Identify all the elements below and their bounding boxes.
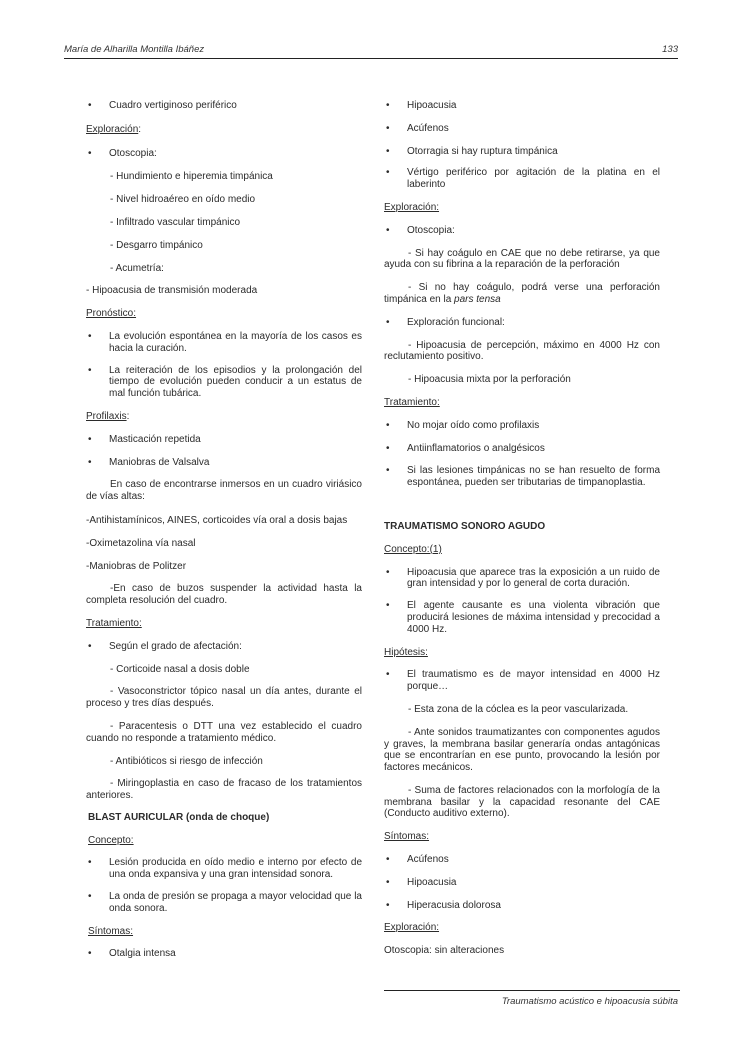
bullet-item: • La evolución espontánea en la mayoría de los casos es hacia la curación. — [86, 331, 362, 355]
paragraph: - Hipoacusia de percepción, máximo en 4000 Hz con reclutamiento positivo. — [384, 339, 660, 363]
paragraph: - Ante sonidos traumatizantes con componentes agudos y graves, la membrana basilar generaría ondas antagónicas que se encontrarían en ese punto, provocando la lesión por factores mecánicos. — [384, 726, 660, 774]
text-line: -Antihistamínicos, AINES, corticoides vía oral a dosis bajas — [86, 514, 348, 526]
bullet-item: • Otalgia intensa — [86, 948, 362, 960]
italic-term: pars tensa — [454, 293, 501, 305]
paragraph: - Suma de factores relacionados con la morfología de la membrana basilar y la capacidad resonante del CAE (Conducto auditivo externo). — [384, 784, 660, 820]
paragraph: En caso de encontrarse inmersos en un cuadro viriásico de vías altas: — [86, 479, 362, 503]
paragraph: - Vasoconstrictor tópico nasal un día antes, durante el proceso y tres días después. — [86, 686, 362, 710]
section-heading-tratamiento: Tratamiento: — [384, 396, 440, 408]
footer-rule — [384, 990, 680, 991]
bullet-item: • Vértigo periférico por agitación de la platina en el laberinto — [384, 167, 660, 191]
bullet-item: • Otoscopia: — [384, 225, 660, 237]
bullet-item: • Si las lesiones timpánicas no se han resuelto de forma espontánea, pueden ser tributarias de timpanoplastia. — [384, 465, 660, 489]
left-column — [86, 100, 362, 960]
bullet-item: • Hiperacusia dolorosa — [384, 900, 660, 912]
bullet-item: • Maniobras de Valsalva — [86, 457, 362, 469]
bullet-item: • Otorragia si hay ruptura timpánica — [384, 146, 660, 158]
heading-colon: : — [126, 410, 130, 422]
bullet-item: • Acúfenos — [384, 123, 660, 135]
text-line: - Hipoacusia de transmisión moderada — [86, 285, 258, 297]
section-title-traumatismo: TRAUMATISMO SONORO AGUDO — [384, 520, 546, 532]
sub-item: - Esta zona de la cóclea es la peor vascularizada. — [408, 703, 629, 715]
text-line: -Maniobras de Politzer — [86, 560, 187, 572]
bullet-item: • Otoscopia: — [86, 148, 362, 160]
section-heading-concepto: Concepto:(1) — [384, 543, 442, 555]
sub-item: - Acumetría: — [110, 262, 164, 274]
heading-colon: : — [138, 123, 142, 135]
sub-item: - Hundimiento e hiperemia timpánica — [110, 171, 273, 183]
bullet-item: • Lesión producida en oído medio e interno por efecto de una onda expansiva y una gran intensidad sonora. — [86, 857, 362, 881]
text-line: Otoscopia: sin alteraciones — [384, 945, 505, 957]
sub-item: - Nivel hidroaéreo en oído medio — [110, 194, 256, 206]
sub-item: - Antibióticos si riesgo de infección — [110, 755, 263, 767]
paragraph: - Miringoplastia en caso de fracaso de los tratamientos anteriores. — [86, 778, 362, 802]
page-number: 133 — [662, 44, 678, 55]
running-header-author: María de Alharilla Montilla Ibáñez — [64, 44, 205, 55]
sub-item: - Infiltrado vascular timpánico — [110, 216, 241, 228]
bullet-item: • Hipoacusia — [384, 100, 660, 112]
bullet-item: • Hipoacusia — [384, 877, 660, 889]
section-heading-exploracion: Exploración: — [384, 922, 440, 934]
bullet-item: • Según el grado de afectación: — [86, 641, 362, 653]
bullet-item: • No mojar oído como profilaxis — [384, 420, 660, 432]
section-heading-exploracion: Exploración: — [384, 201, 440, 213]
section-heading-pronostico: Pronóstico: — [86, 308, 137, 320]
section-heading-sintomas: Síntomas: — [384, 831, 430, 843]
paragraph: - Si hay coágulo en CAE que no debe retirarse, ya que ayuda con su fibrina a la reparación de la perforación — [384, 247, 660, 271]
sub-item: - Hipoacusia mixta por la perforación — [408, 374, 571, 386]
bullet-item: • La reiteración de los episodios y la prolongación del tiempo de evolución pueden conducir a un estatus de mal función tubárica. — [86, 365, 362, 400]
heading-text: Profilaxis — [86, 410, 127, 422]
bullet-item: • Masticación repetida — [86, 434, 362, 446]
bullet-item: • Cuadro vertiginoso periférico — [86, 100, 362, 112]
sub-item: - Corticoide nasal a dosis doble — [110, 663, 250, 675]
bullet-item: • Antiinflamatorios o analgésicos — [384, 443, 660, 455]
bullet-item: • Exploración funcional: — [384, 317, 660, 329]
section-heading-concepto: Concepto: — [88, 834, 134, 846]
text-line: -Oximetazolina vía nasal — [86, 537, 196, 549]
section-heading-profilaxis — [86, 411, 362, 423]
header-rule — [64, 58, 678, 59]
section-heading-exploracion — [86, 124, 362, 136]
sub-item: - Desgarro timpánico — [110, 239, 203, 251]
bullet-item: • El traumatismo es de mayor intensidad en 4000 Hz porque… — [384, 669, 660, 693]
paragraph-text: - Si no hay coágulo, podrá verse una perforación timpánica en la — [384, 282, 660, 305]
running-footer-title: Traumatismo acústico e hipoacusia súbita — [501, 996, 678, 1007]
bullet-item: • El agente causante es una violenta vibración que producirá lesiones de máxima intensidad y precocidad a 4000 Hz. — [384, 600, 660, 635]
section-title-blast: BLAST AURICULAR (onda de choque) — [88, 811, 270, 823]
bullet-item: • Acúfenos — [384, 854, 660, 866]
section-heading-hipotesis: Hipótesis: — [384, 646, 428, 658]
paragraph — [384, 282, 660, 306]
right-column — [384, 100, 660, 957]
heading-text: Exploración — [86, 123, 139, 135]
bullet-item: • La onda de presión se propaga a mayor velocidad que la onda sonora. — [86, 891, 362, 915]
bullet-item: • Hipoacusia que aparece tras la exposición a un ruido de gran intensidad y por lo general de corta duración. — [384, 567, 660, 591]
section-heading-tratamiento: Tratamiento: — [86, 617, 142, 629]
paragraph: - Paracentesis o DTT una vez establecido el cuadro cuando no responde a tratamiento médico. — [86, 720, 362, 744]
section-heading-sintomas: Síntomas: — [88, 925, 134, 937]
paragraph: -En caso de buzos suspender la actividad hasta la completa resolución del cuadro. — [86, 583, 362, 607]
